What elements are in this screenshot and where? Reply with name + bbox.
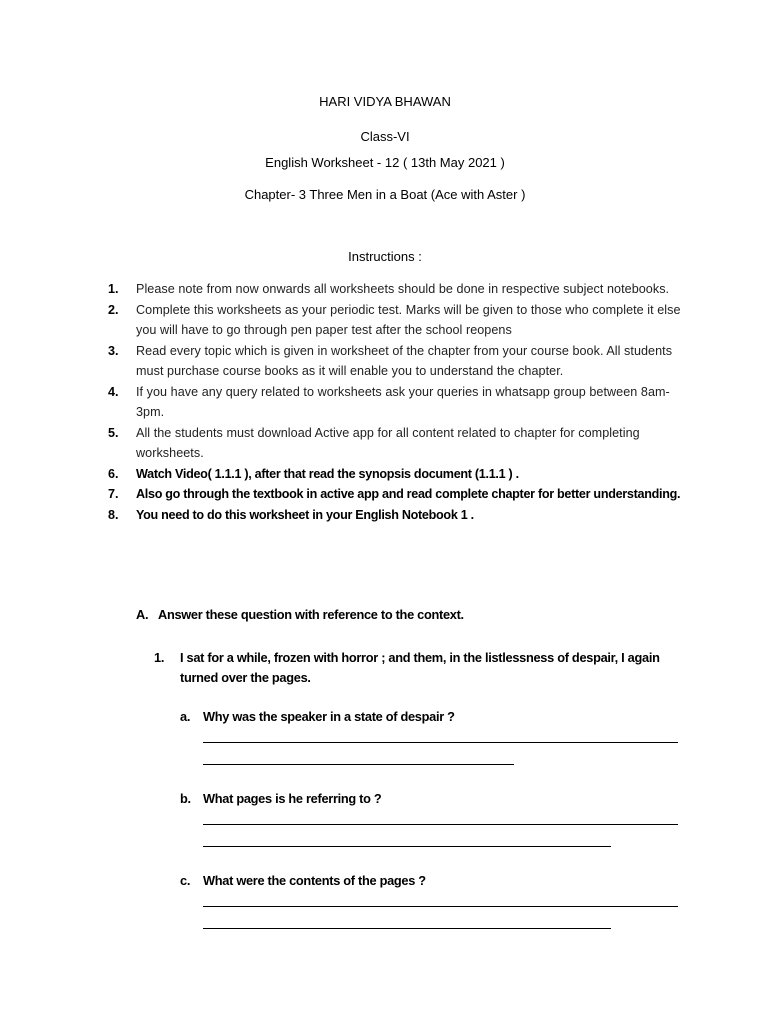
instructions-heading: Instructions : xyxy=(348,249,422,264)
instruction-number: 1. xyxy=(108,282,119,296)
question-text: I sat for a while, frozen with horror ; and them, in the listlessness of despair, I again turned over the pages. xyxy=(180,650,660,685)
section-a-heading xyxy=(136,607,464,622)
question-1 xyxy=(154,648,700,688)
class-label: Class-VI xyxy=(360,129,410,144)
instruction-item xyxy=(108,484,688,505)
instruction-item xyxy=(108,341,688,382)
school-name: HARI VIDYA BHAWAN xyxy=(319,94,451,109)
answer-line[interactable] xyxy=(203,846,611,847)
instruction-number: 8. xyxy=(108,507,119,522)
answer-line[interactable] xyxy=(203,742,678,743)
instructions-list xyxy=(108,279,688,525)
instruction-number: 4. xyxy=(108,384,119,399)
instruction-item xyxy=(108,382,688,423)
sub-question-text: Why was the speaker in a state of despair ? xyxy=(203,709,455,724)
answer-line[interactable] xyxy=(203,764,514,765)
sub-question-text: What were the contents of the pages ? xyxy=(203,873,426,888)
sub-question-a xyxy=(180,709,680,724)
sub-question-label: c. xyxy=(180,873,191,888)
worksheet-title: English Worksheet - 12 ( 13th May 2021 ) xyxy=(265,155,505,170)
instruction-text: Watch Video( 1.1.1 ), after that read the synopsis document (1.1.1 ) . xyxy=(136,466,519,481)
instruction-item xyxy=(108,423,688,464)
sub-question-c xyxy=(180,873,680,888)
sub-question-text: What pages is he referring to ? xyxy=(203,791,382,806)
sub-question-label: a. xyxy=(180,709,191,724)
instruction-text: If you have any query related to worksheets ask your queries in whatsapp group between 8am-3pm. xyxy=(136,384,670,419)
instruction-number: 5. xyxy=(108,425,119,440)
chapter-title: Chapter- 3 Three Men in a Boat (Ace with Aster ) xyxy=(244,187,526,202)
section-label: A. xyxy=(136,607,149,622)
instruction-text: Also go through the textbook in active app and read complete chapter for better understanding. xyxy=(136,487,681,501)
instruction-item xyxy=(108,279,688,300)
instruction-text: You need to do this worksheet in your English Notebook 1 . xyxy=(136,507,474,522)
instruction-text: All the students must download Active app for all content related to chapter for completing worksheets. xyxy=(136,425,640,460)
instruction-item xyxy=(108,300,688,341)
sub-question-b xyxy=(180,791,680,806)
answer-line[interactable] xyxy=(203,906,678,907)
instruction-number: 2. xyxy=(108,302,119,317)
question-number: 1. xyxy=(154,650,165,665)
instruction-number: 3. xyxy=(108,343,119,358)
instruction-number: 6. xyxy=(108,466,119,481)
instruction-text: Please note from now onwards all worksheets should be done in respective subject notebooks. xyxy=(136,282,670,296)
instruction-item xyxy=(108,464,688,485)
instruction-number: 7. xyxy=(108,487,119,501)
answer-line[interactable] xyxy=(203,928,611,929)
answer-line[interactable] xyxy=(203,824,678,825)
sub-question-label: b. xyxy=(180,791,191,806)
instruction-text: Read every topic which is given in worksheet of the chapter from your course book. All students must purchase course books as it will enable you to understand the chapter. xyxy=(136,343,673,378)
instruction-text: Complete this worksheets as your periodic test. Marks will be given to those who complete it else you will have to go through pen paper test after the school reopens xyxy=(136,302,681,337)
instruction-item xyxy=(108,505,688,526)
section-text: Answer these question with reference to the context. xyxy=(158,607,464,622)
